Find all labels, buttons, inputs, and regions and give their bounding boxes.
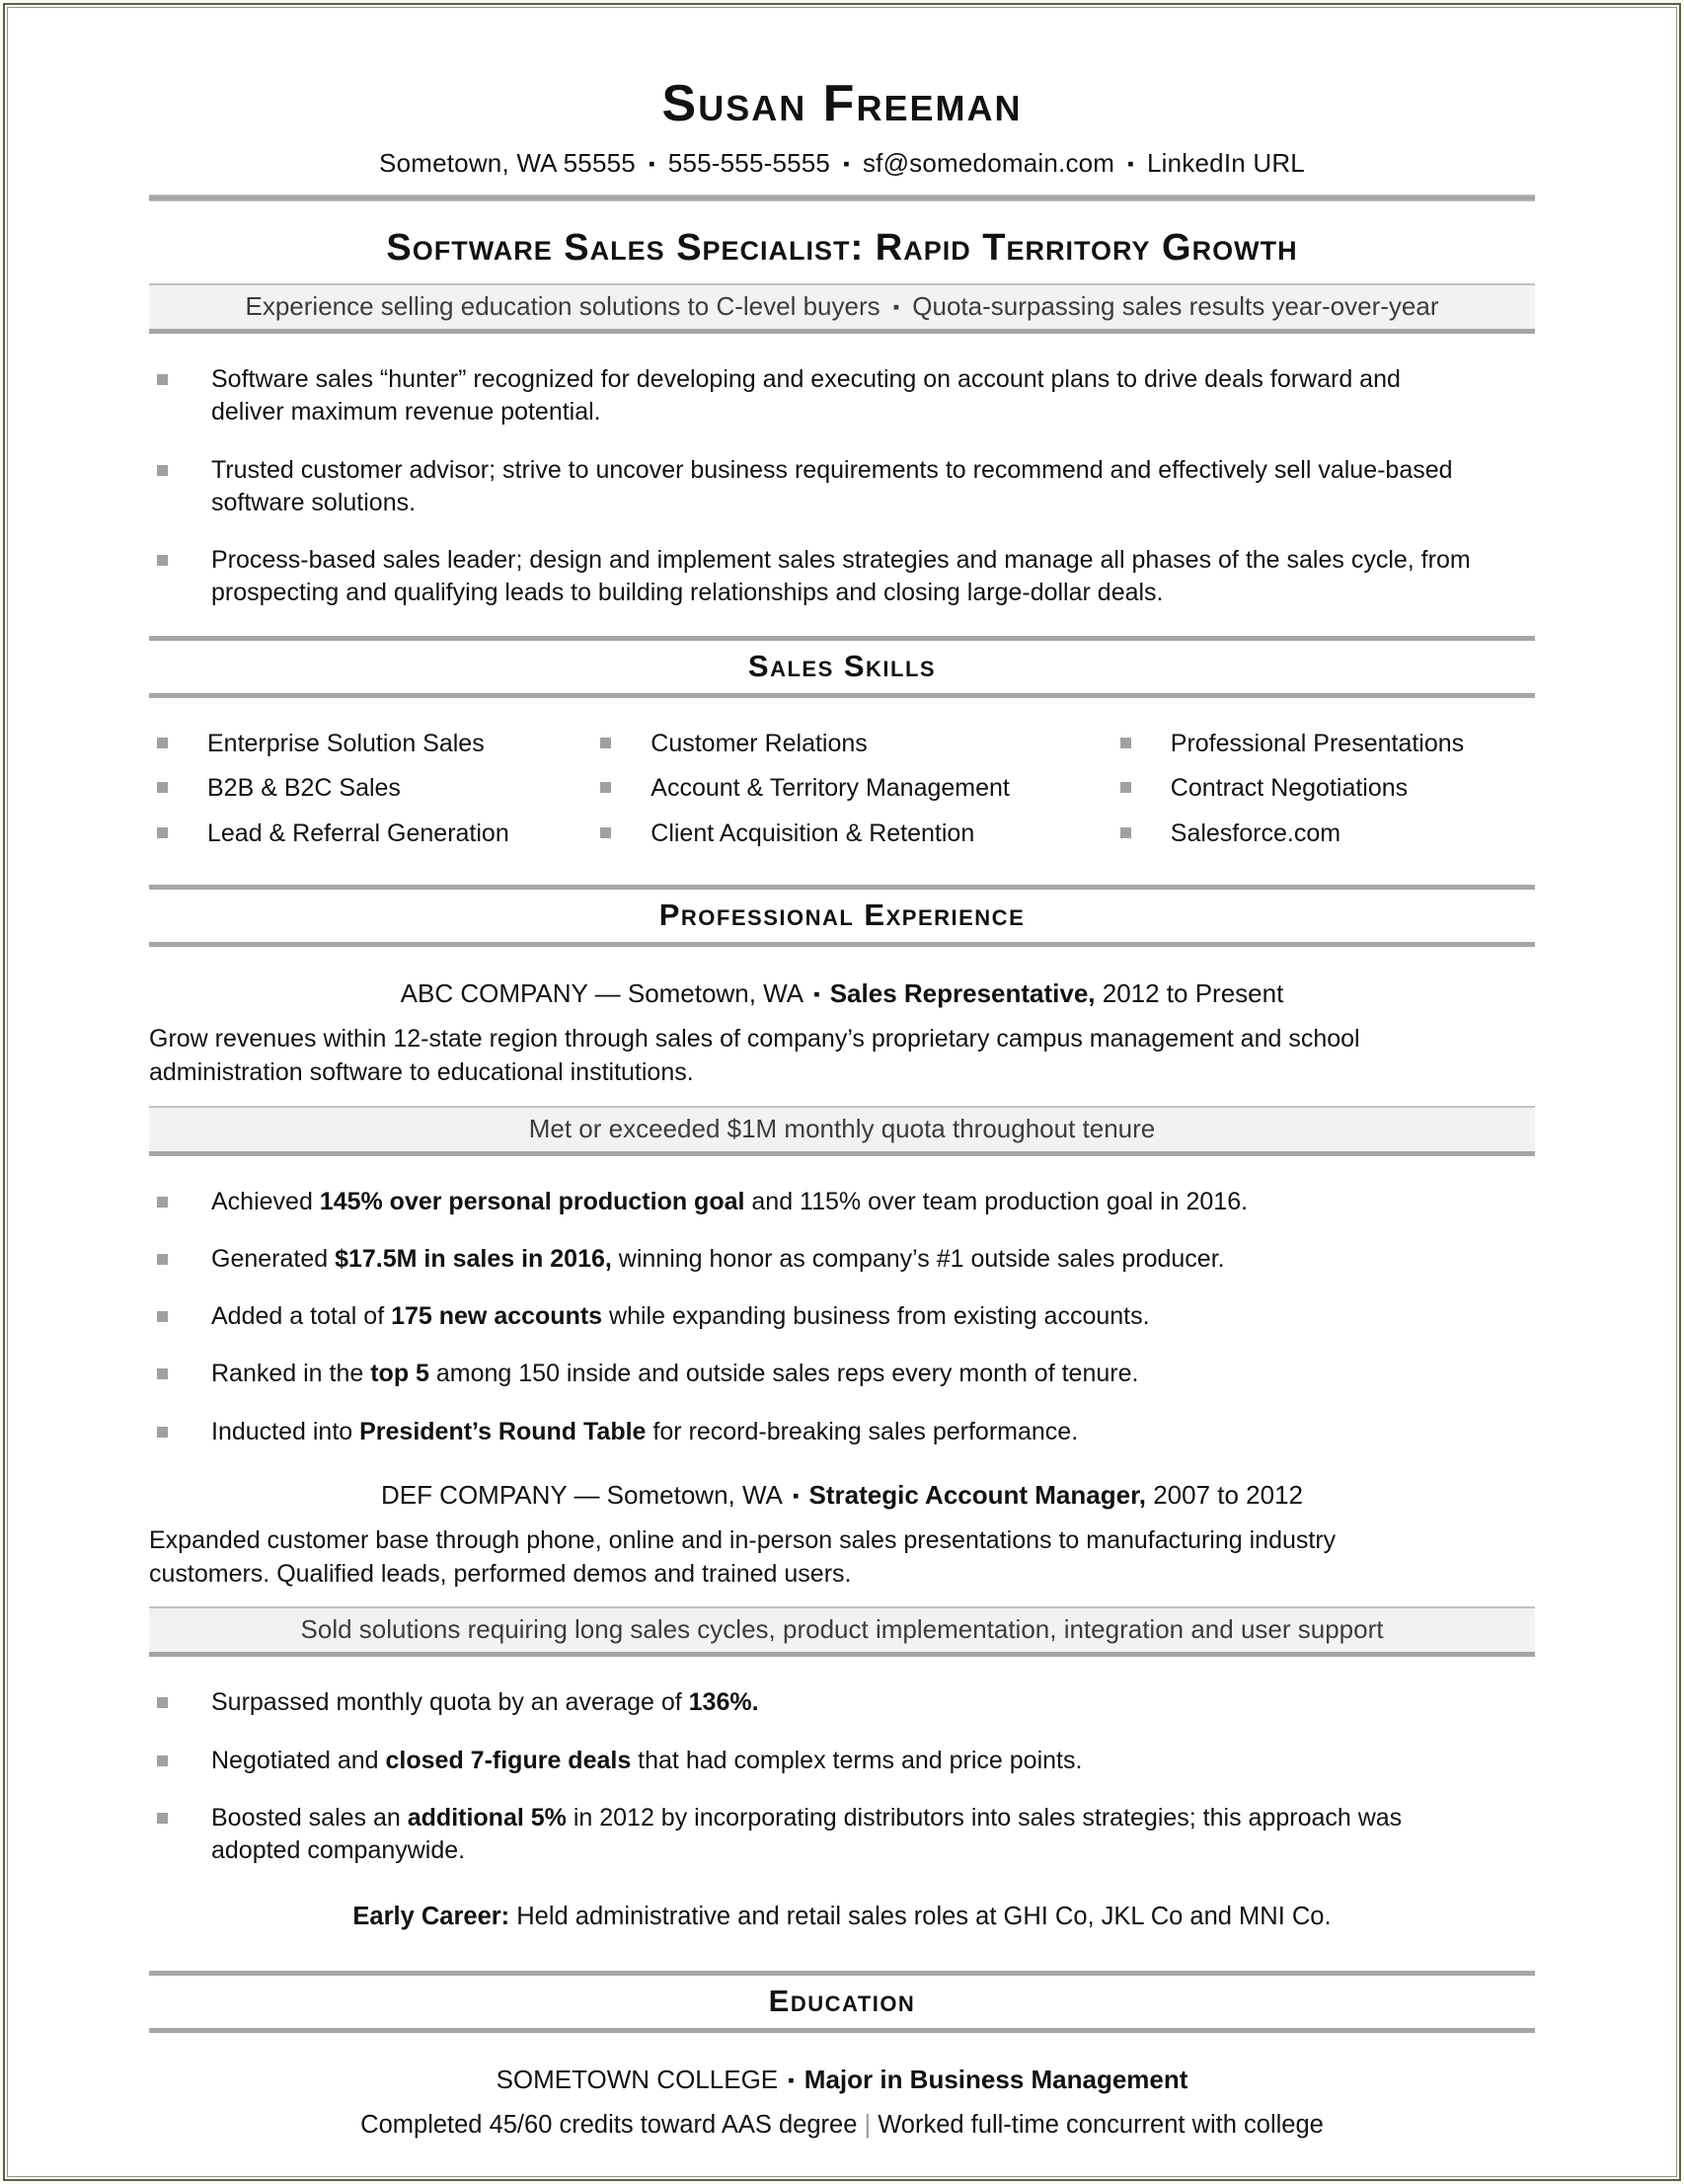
contact-line: Sometown, WA 55555 ▪ 555-555-5555 ▪ sf@somedomain.com ▪ LinkedIn URL [379,148,1305,179]
job-bullet [149,1686,1535,1719]
bullet-square-icon [600,827,611,838]
skill-item [1112,818,1535,850]
bullet-square-icon [157,1755,168,1766]
early-career-line: Early Career: Held administrative and retail sales roles at GHI Co, JKL Co and MNI Co. [352,1903,1332,1931]
job-bullet [149,1243,1535,1276]
job-bullet-text: Surpassed monthly quota by an average of 136%. [211,1688,759,1717]
job-bullet-list [149,1186,1535,1448]
job-bullet-text: Boosted sales an additional 5% in 2012 by incorporating distributors into sales strategies; this approach was adopted companywide. [211,1803,1403,1865]
job-bullet-text: Negotiated and closed 7-figure deals that had complex terms and price points. [211,1746,1083,1774]
job-highlight-banner: Met or exceeded $1M monthly quota throughout tenure [149,1106,1535,1156]
skill-item [592,728,1112,760]
skill-label: Account & Territory Management [651,774,1010,803]
skill-item [592,818,1112,850]
bullet-square-icon [157,1311,168,1322]
education-heading: Education [768,1984,916,2019]
skill-label: Customer Relations [651,729,868,757]
education-section-header [149,1971,1535,2033]
skill-label: B2B & B2C Sales [207,774,401,803]
job-abc-company [149,978,1535,1448]
bullet-square-icon [157,1813,168,1824]
bullet-square-icon [157,1197,168,1208]
job-bullet-text: Inducted into President’s Round Table for record-breaking sales performance. [211,1417,1079,1445]
bullet-square-icon [1120,782,1131,793]
job-bullet [149,1186,1535,1218]
bullet-square-icon [157,1697,168,1708]
skill-item [149,772,592,805]
job-bullet [149,1300,1535,1333]
bullet-square-icon [1120,827,1131,838]
headline-tagline: Experience selling education solutions to C-level buyers ▪ Quota-surpassing sales results year-over-year [149,283,1535,334]
job-bullet-text: Ranked in the top 5 among 150 inside and outside sales reps every month of tenure. [211,1360,1139,1388]
skill-item [592,772,1112,805]
skill-label: Client Acquisition & Retention [651,819,975,847]
bullet-square-icon [157,465,168,476]
bullet-square-icon [1120,738,1131,748]
bullet-square-icon [157,1254,168,1265]
job-bullet-text: Added a total of 175 new accounts while expanding business from existing accounts. [211,1302,1150,1331]
bullet-square-icon [157,782,168,793]
skill-item [149,818,592,850]
job-bullet [149,1358,1535,1390]
job-title-line: DEF COMPANY — Sometown, WA ▪ Strategic Account Manager, 2007 to 2012 [380,1479,1304,1510]
bullet-square-icon [600,782,611,793]
education-school-line: SOMETOWN COLLEGE ▪ Major in Business Management [496,2065,1188,2095]
experience-section-header [149,885,1535,947]
job-bullet-text: Achieved 145% over personal production goal and 115% over team production goal in 2016. [211,1187,1249,1215]
summary-bullet-text: Process-based sales leader; design and implement sales strategies and manage all phases of the sales cycle, from prospecting and qualifying leads to building relationships and closing large-dollar deals. [211,546,1471,607]
bullet-square-icon [157,738,168,748]
bullet-square-icon [157,555,168,566]
skill-item [149,728,592,760]
bullet-square-icon [157,827,168,838]
skill-label: Professional Presentations [1170,729,1465,757]
candidate-name: Susan Freeman [661,75,1023,132]
summary-list [149,363,1535,610]
skills-section-header [149,636,1535,698]
header-divider [149,195,1535,201]
summary-bullet [149,454,1535,520]
summary-bullet [149,544,1535,610]
summary-bullet-text: Software sales “hunter” recognized for developing and executing on account plans to drive deals forward and deliver maximum revenue potential. [211,365,1401,427]
skill-label: Contract Negotiations [1170,774,1409,803]
skill-label: Lead & Referral Generation [207,819,509,847]
job-bullet-list [149,1686,1535,1867]
skill-item [1112,728,1535,760]
job-bullet-text: Generated $17.5M in sales in 2016, winning honor as company’s #1 outside sales producer. [211,1244,1225,1273]
skill-label: Enterprise Solution Sales [207,729,485,757]
bullet-square-icon [157,374,168,385]
summary-bullet [149,363,1535,429]
job-def-company [149,1480,1535,1868]
job-highlight-banner: Sold solutions requiring long sales cycles, product implementation, integration and user support [149,1606,1535,1657]
job-description: Grow revenues within 12-state region through sales of company’s proprietary campus management and school administration software to educational institutions. [149,1025,1360,1086]
job-title-line: ABC COMPANY — Sometown, WA ▪ Sales Representative, 2012 to Present [400,978,1284,1009]
skill-label: Salesforce.com [1170,819,1341,847]
job-bullet [149,1802,1535,1868]
summary-bullet-text: Trusted customer advisor; strive to uncover business requirements to recommend and effectively sell value-based software solutions. [211,455,1453,516]
experience-heading: Professional Experience [658,897,1026,933]
job-bullet [149,1745,1535,1777]
skill-item [1112,772,1535,805]
resume-page [3,3,1681,2181]
bullet-square-icon [600,738,611,748]
bullet-square-icon [157,1368,168,1379]
bullet-square-icon [157,1427,168,1438]
headline-title: Software Sales Specialist: Rapid Territory Growth [386,227,1298,270]
job-description: Expanded customer base through phone, online and in-person sales presentations to manufacturing industry customers. Qualified leads, performed demos and trained users. [149,1525,1337,1588]
skills-grid [149,728,1535,850]
job-bullet [149,1416,1535,1448]
skills-heading: Sales Skills [747,648,937,683]
education-details-line: Completed 45/60 credits toward AAS degree | Worked full-time concurrent with college [360,2111,1324,2140]
